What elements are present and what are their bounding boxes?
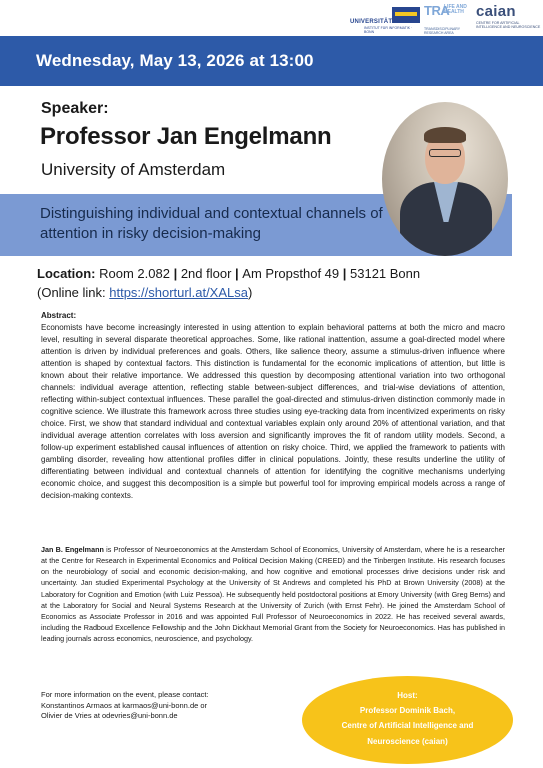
contact-line-2: Konstantinos Armaos at karmaos@uni-bonn.de or: [41, 700, 208, 710]
online-line: [37, 284, 420, 303]
location-block: [37, 265, 420, 303]
host-label: Host:: [397, 691, 418, 700]
abstract-label: Abstract:: [41, 311, 77, 320]
online-prefix: (Online link:: [37, 284, 110, 300]
location-line: [37, 265, 420, 284]
tra-logo-words: LIFE AND HEALTH: [444, 4, 467, 16]
speaker-bio: [41, 544, 505, 644]
location-floor: 2nd floor: [180, 266, 232, 281]
speaker-affiliation: University of Amsterdam: [41, 160, 226, 179]
date-banner: [0, 36, 543, 86]
host-org-line-2: Neuroscience (caian): [367, 736, 448, 746]
location-sep-1: |: [169, 266, 181, 281]
contact-line-3: Olivier de Vries at odevries@uni-bonn.de: [41, 711, 178, 720]
tra-life-health-logo: [424, 3, 474, 35]
talk-title: Distinguishing individual and contextual channels of attention in risky decision-making: [40, 205, 383, 242]
host-name: Professor Dominik Bach,: [359, 706, 456, 716]
speaker-label: Speaker:: [41, 100, 109, 117]
contact-line-1: For more information on the event, please contact:: [41, 690, 209, 699]
location-city: 53121 Bonn: [350, 266, 421, 281]
location-label: Location:: [37, 266, 96, 281]
uni-logo-sub: INSTITUT FÜR INFORMATIK · BONN: [364, 26, 413, 34]
uni-logo-name: UNIVERSITÄT BONN: [350, 19, 413, 25]
contact-info: [41, 690, 209, 722]
caian-logo-sub: CENTRE FOR ARTIFICIAL INTELLIGENCE AND NEUROSCIENCE: [476, 21, 541, 30]
photo-glasses: [429, 149, 461, 157]
location-sep-2: |: [231, 266, 243, 281]
caian-logo: [476, 3, 542, 35]
bio-name: Jan B. Engelmann: [41, 545, 104, 554]
location-room: Room 2.082: [99, 266, 170, 281]
photo-hair: [424, 127, 466, 143]
speaker-name: Professor Jan Engelmann: [40, 123, 332, 150]
abstract-label-text: Abstract: [41, 311, 74, 320]
location-sep-3: |: [339, 266, 350, 281]
online-suffix: ): [247, 284, 253, 300]
host-org-line-1: Centre of Artificial Intelligence and: [341, 721, 474, 731]
online-link[interactable]: https://shorturl.at/XALsa: [109, 284, 248, 300]
host-text: [302, 688, 513, 749]
logo-bar: [0, 0, 543, 36]
university-bonn-logo: [350, 3, 420, 33]
tra-logo-sub: TRANSDISCIPLINARY RESEARCH AREA: [424, 27, 461, 35]
event-datetime: Wednesday, May 13, 2026 at 13:00: [36, 51, 314, 70]
caian-logo-name: caian: [476, 3, 516, 20]
abstract-text: Economists have become increasingly interested in using attention to explain behavioral patterns at both the micro and macro level, resulting in several disparate theoretical approaches. Some, like rational inattention, assume a goal-directed model where attention is driven by individual preferences and goals. Others, like salience theory, assume a stimulus-driven influence where attention is shaped by contextual factors. This distinction is fundamental for the economic implications of attention, but little is known about their relative importance. We addressed this question by decomposing attentional variation into two orthogonal channels: individual average attention, reflecting stable between-subject differences, and trial-wise deviations of attention, reflecting within-subject contextual influences. These parallel the goal-directed and stimulus-driven distinction commonly made in cognitive science. We illustrate this framework across three studies using eye-tracking data from incentivized experiments on risky choice. First, we show that standard individual and contextual variables explain only around 20% of attentional variation, and that individual average attention correlates with loss aversion and significantly improves the fit of random utility models. Second, a follow-up experiment established causal influences of attention on risky choice. Third, we applied the framework to patients with gambling disorder, revealing how attentional profiles differ in clinical populations. Jointly, these results underline the utility of differentiating between individual and contextual channels of attention for identifying the cognitive mechanisms underlying economic choice, and suggest this decomposition is a simple but powerful tool for improving empirical models across a range of decision-making contexts.: [41, 323, 505, 500]
location-address: Am Propsthof 49: [242, 266, 340, 281]
bio-text: is Professor of Neuroeconomics at the Amsterdam School of Economics, University of Amsterdam, where he is a researcher at the Centre for Research in Experimental Economics and Political Decision Making (CREED) and the Tinbergen Institute. His research focuses on the neurobiology of social and economic decision-making, and how cognitive and emotional processes drive decisions under risk and uncertainty. Jan studied Experimental Psychology at the University of St Andrews and completed his PhD at Brown University (2008) at the Laboratory for Cognition and Emotion (with Luiz Pessoa). He subsequently held postdoctoral positions at Emory University (with Greg Berns) and at the Laboratory for Social and Neural Systems Research at the University of Zurich (with Ernst Fehr). He joined the Amsterdam School of Economics as Associate Professor in 2016 and was appointed Full Professor of Neuroeconomics in 2022. He has received several awards, including the Radboud Excellence Fellowship and the John Dickhaut Memorial Grant from the Society for Neuroeconomics. Has has published in leading journals across economics, neuroscience, and psychology.: [41, 545, 505, 644]
speaker-photo: [382, 102, 508, 256]
tra-logo-mark: TRA: [424, 3, 450, 18]
host-badge: [302, 676, 513, 764]
